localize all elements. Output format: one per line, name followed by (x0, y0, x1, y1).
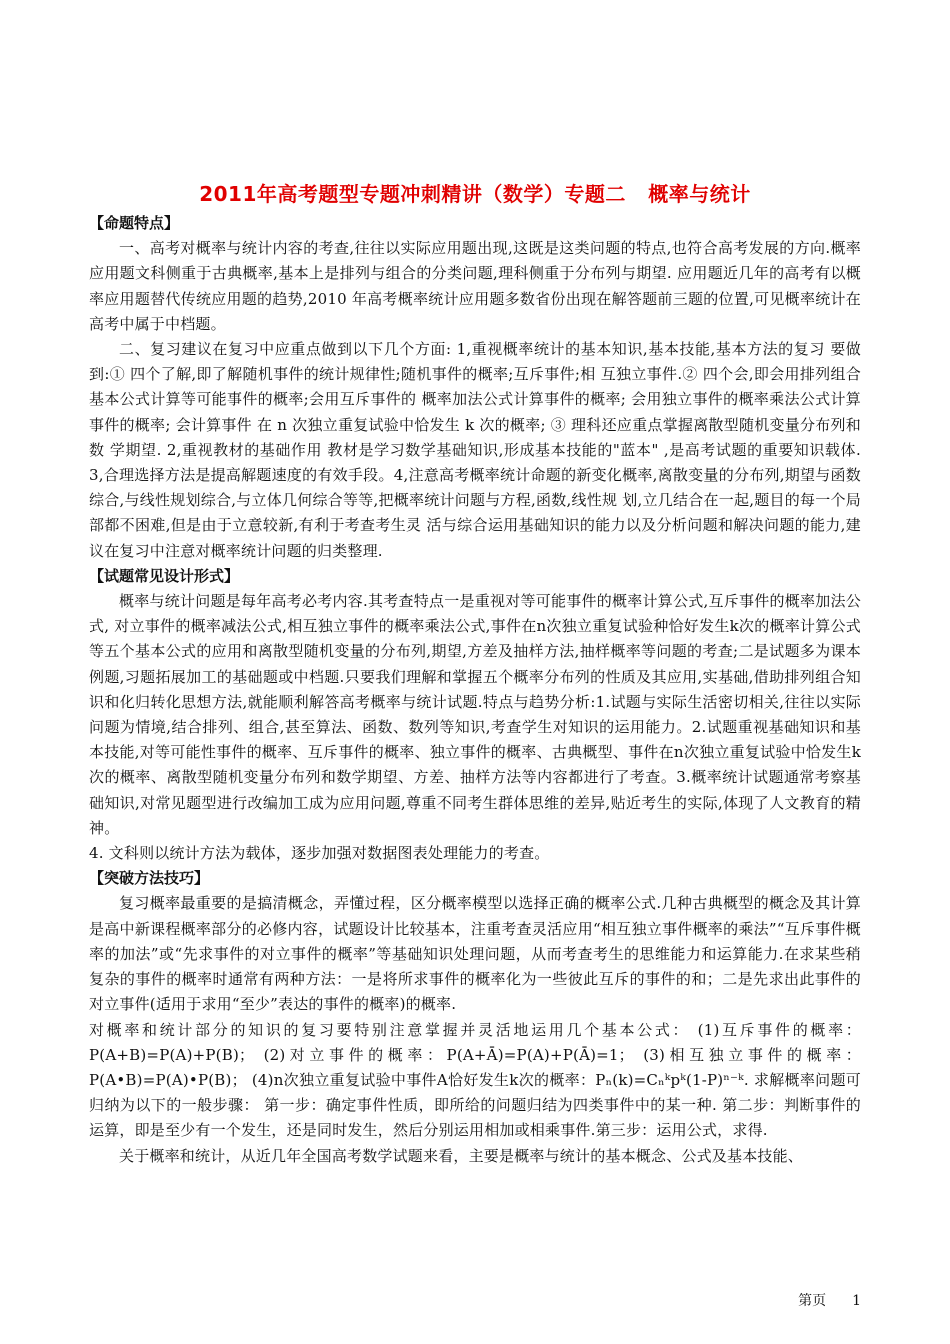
paragraph: 复习概率最重要的是搞清概念，弄懂过程，区分概率模型以选择正确的概率公式.几种古典概型的概念及其计算是高中新课程概率部分的必修内容，试题设计比较基本，注重考查灵活应用“相互独立事件概率的乘法”“互斥事件概率的加法”或“先求事件的对立事件的概率”等基础知识处理问题，从而考查考生的思维能力和运算能力.在求某些稍复杂的事件的概率时通常有两种方法：一是将所求事件的概率化为一些彼此互斥的事件的和；二是先求出此事件的对立事件(适用于求用“至少”表达的事件的概率)的概率. (89, 894, 861, 1014)
paragraph: 一、高考对概率与统计内容的考查,往往以实际应用题出现,这既是这类问题的特点,也符合高考发展的方向.概率应用题文科侧重于古典概率,基本上是排列与组合的分类问题,理科侧重于分布列与期望. 应用题近几年的高考有以概率应用题替代传统应用题的趋势,2010 年高考概率统计应用题多数省份出现在解答题前三题的位置,可见概率统计在高考中属于中档题。 (89, 239, 861, 333)
section-heading-methods: 【突破方法技巧】 (89, 869, 210, 888)
paragraph: 4. 文科则以统计方法为载体，逐步加强对数据图表处理能力的考查。 (89, 844, 550, 863)
section-heading-features: 【命题特点】 (89, 214, 180, 232)
paragraph: 二、复习建议在复习中应重点做到以下几个方面: 1,重视概率统计的基本知识,基本技能,基本方法的复习 要做到:① 四个了解,即了解随机事件的统计规律性;随机事件的概率;互斥事件;相 互独立事件.② 四个会,即会用排列组合基本公式计算等可能事件的概率;会用互斥事件的 概率加法公式计算事件的概率; 会用独立事件的概率乘法公式计算事件的概率; 会计算事件 在 n 次独立重复试验中恰发生 k 次的概率; ③ 理科还应重点掌握离散型随机变量分布列和数 学期望. 2,重视教材的基础作用 教材是学习数学基础知识,形成基本技能的"蓝本" ,是高考试题的重要知识载体. 3,合理选择方法是提高解题速度的有效手段。4,注意高考概率统计命题的新变化概率,离散变量的分布列,期望与函数综合,与线性规划综合,与立体几何综合等等,把概率统计问题与方程,函数,线性规 划,立几结合在一起,题目的每一个局部都不困难,但是由于立意较新,有利于考查考生灵 活与综合运用基础知识的能力以及分析问题和解决问题的能力,建议在复习中注意对概率统计问题的归类整理. (89, 340, 861, 560)
paragraph: 对概率和统计部分的知识的复习要特别注意掌握并灵活地运用几个基本公式： (1)互斥事件的概率：P(A+B)=P(A)+P(B)； (2)对立事件的概率：P(A+Ā)=P(A)+P(Ā)=1； (3)相互独立事件的概率：P(A•B)=P(A)•P(B)； (4)n次独立重复试验中事件A恰好发生k次的概率：Pₙ(k)=Cₙᵏpᵏ(1-P)ⁿ⁻ᵏ. 求解概率问题可归纳为以下的一般步骤： 第一步：确定事件性质，即所给的问题归结为四类事件中的某一种. 第二步：判断事件的运算，即是至少有一个发生，还是同时发生，然后分别运用相加或相乘事件.第三步：运用公式，求得. (89, 1020, 861, 1140)
document-title: 2011年高考题型专题冲刺精讲（数学）专题二 概率与统计 (199, 182, 751, 206)
page-number: 1 (852, 1293, 861, 1309)
paragraph: 关于概率和统计，从近几年全国高考数学试题来看，主要是概率与统计的基本概念、公式及基本技能、 (119, 1146, 804, 1165)
paragraph: 概率与统计问题是每年高考必考内容.其考查特点一是重视对等可能事件的概率计算公式,互斥事件的概率加法公式, 对立事件的概率减法公式,相互独立事件的概率乘法公式,事件在n次独立重复试验种恰好发生k次的概率计算公式等五个基本公式的应用和离散型随机变量的分布列,期望,方差及抽样方法,抽样概率等问题的考查;二是试题多为课本例题,习题拓展加工的基础题或中档题.只要我们理解和掌握五个概率分布列的性质及其应用,实基础,借助排列组合知识和化归转化思想方法,就能顺利解答高考概率与统计试题.特点与趋势分析:1.试题与实际生活密切相关,往往以实际问题为情境,结合排列、组合,甚至算法、函数、数列等知识,考查学生对知识的运用能力。2.试题重视基础知识和基本技能,对等可能性事件的概率、互斥事件的概率、独立事件的概率、古典概型、事件在n次独立重复试验中恰发生k次的概率、离散型随机变量分布列和数学期望、方差、抽样方法等内容都进行了考查。3.概率统计试题通常考察基础知识,对常见题型进行改编加工成为应用问题,尊重不同考生群体思维的差异,贴近考生的实际,体现了人文教育的精神。 (89, 592, 861, 837)
document-body (89, 178, 861, 1169)
section-heading-forms: 【试题常见设计形式】 (89, 566, 240, 585)
page-footer (798, 1290, 861, 1310)
page-label: 第页 (798, 1293, 827, 1309)
